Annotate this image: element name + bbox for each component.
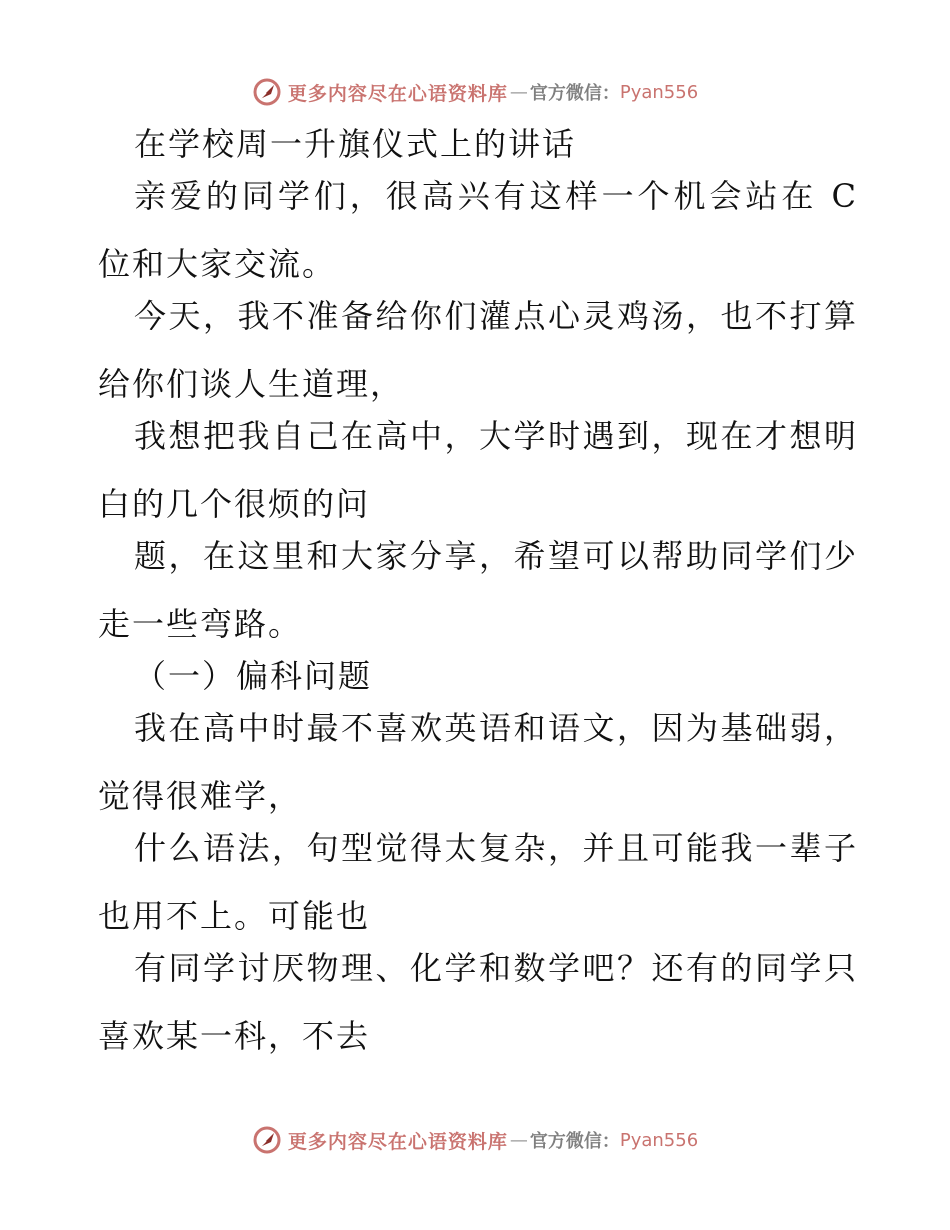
footer-banner <box>0 1120 950 1160</box>
footer-banner-text: 更多内容尽在心语资料库 <box>287 1130 508 1153</box>
text-line: 我在高中时最不喜欢英语和语文，因为基础弱， <box>134 709 858 747</box>
text-line: 也用不上。可能也 <box>98 897 371 935</box>
text-line: 我想把我自己在高中，大学时遇到，现在才想明 <box>134 417 858 455</box>
text-line: 有同学讨厌物理、化学和数学吧？还有的同学只 <box>134 949 858 987</box>
footer-contact-id: Pyan556 <box>619 1129 699 1151</box>
text-line: 亲爱的同学们，很高兴有这样一个机会站在 C <box>134 177 858 215</box>
quill-logo-icon <box>252 77 282 107</box>
header-separator: — <box>509 81 528 103</box>
header-banner <box>0 72 950 112</box>
text-line: 白的几个很烦的问 <box>98 485 371 523</box>
text-line: 给你们谈人生道理， <box>98 365 405 403</box>
header-banner-text: 更多内容尽在心语资料库 <box>287 82 508 105</box>
footer-separator: — <box>509 1129 528 1151</box>
document-title: 在学校周一升旗仪式上的讲话 <box>134 125 577 163</box>
text-line: 走一些弯路。 <box>98 605 303 643</box>
text-line: 题，在这里和大家分享，希望可以帮助同学们少 <box>134 537 858 575</box>
text-line: 位和大家交流。 <box>98 245 337 283</box>
header-contact-id: Pyan556 <box>619 81 699 103</box>
section-heading: （一）偏科问题 <box>134 657 373 695</box>
text-line: 觉得很难学， <box>98 777 303 815</box>
text-line: 喜欢某一科，不去 <box>98 1017 371 1055</box>
text-line: 今天，我不准备给你们灌点心灵鸡汤，也不打算 <box>134 297 858 335</box>
document-body <box>98 124 858 1068</box>
quill-logo-icon <box>252 1125 282 1155</box>
footer-contact-label: 官方微信： <box>529 1131 620 1152</box>
header-contact-label: 官方微信： <box>529 83 620 104</box>
text-line: 什么语法，句型觉得太复杂，并且可能我一辈子 <box>134 829 858 867</box>
